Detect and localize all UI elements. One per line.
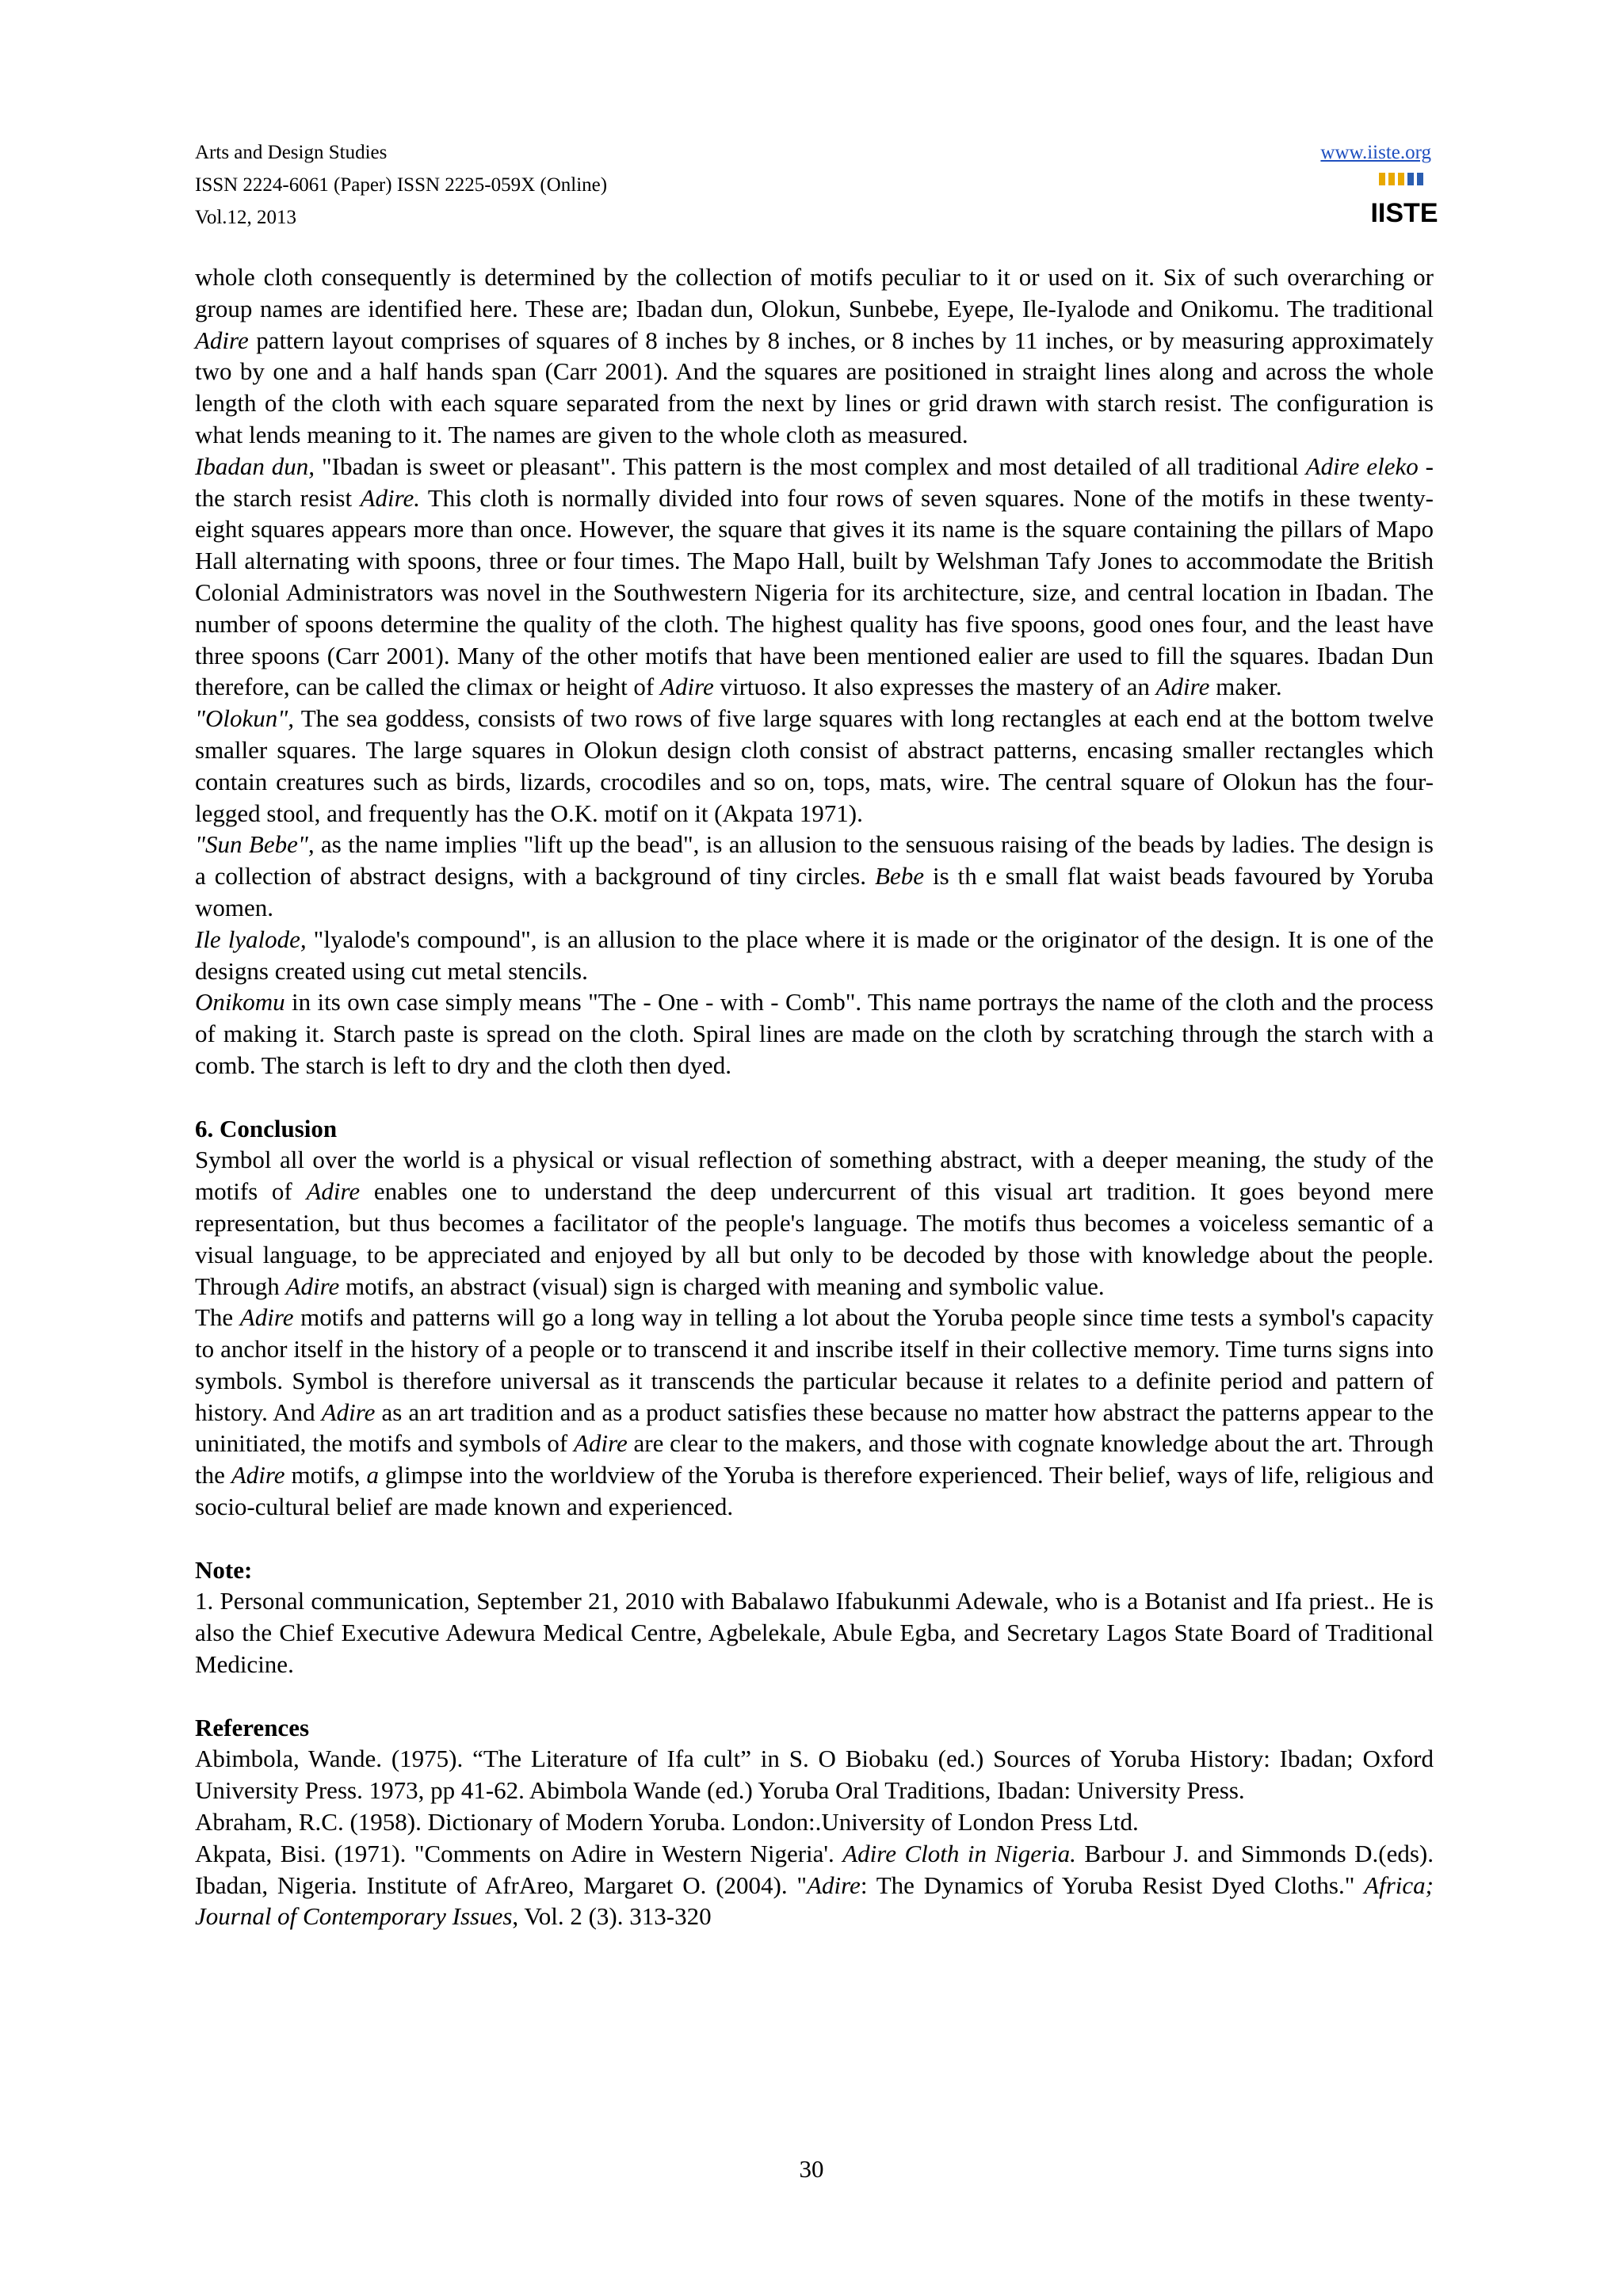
journal-title: Arts and Design Studies bbox=[195, 142, 388, 163]
issn-line: ISSN 2224-6061 (Paper) ISSN 2225-059X (Online) bbox=[195, 174, 608, 196]
page-number: 30 bbox=[799, 2155, 824, 2183]
reference-item: Akpata, Bisi. (1971). "Comments on Adire in Western Nigeria'. Adire Cloth in Nigeria. Barbour J. and Simmonds D.(eds). Ibadan, Nigeria. Institute of AfrAreo, Margaret O. (2004). "Adire: The Dynamics of Yoruba Resist Dyed Cloths." Africa; Journal of Contemporary Issues, Vol. 2 (3). 313-320 bbox=[195, 1839, 1434, 1931]
iiste-logo bbox=[1370, 171, 1438, 228]
olokun-paragraph: "Olokun", The sea goddess, consists of two rows of five large squares with long rectangles at each end at the bottom twelve smaller squares. The large squares in Olokun design cloth consist of abstract patterns, encasing smaller rectangles which contain creatures such as birds, lizards, crocodiles and so on, tops, mats, wire. The central square of Olokun has the four-legged stool, and frequently has the O.K. motif on it (Akpata 1971). bbox=[195, 704, 1434, 827]
body-paragraph-1: whole cloth consequently is determined by the collection of motifs peculiar to it or used on it. Six of such overarching or group names are identified here. These are; Ibadan dun, Olokun, Sunbebe, Eyepe, Ile-Iyalode and Onikomu. The traditional Adire pattern layout comprises of squares of 8 inches by 8 inches, or 8 inches by 11 inches, or by measuring approximately two by one and a half hands span (Carr 2001). And the squares are positioned in straight lines along and across the whole length of the cloth with each square separated from the next by lines or grid drawn with starch resist. The configuration is what lends meaning to it. The names are given to the whole cloth as measured. bbox=[195, 263, 1434, 448]
volume-line: Vol.12, 2013 bbox=[195, 207, 297, 228]
reference-item: Abraham, R.C. (1958). Dictionary of Modern Yoruba. London:.University of London Press Ltd. bbox=[195, 1808, 1139, 1836]
page-content bbox=[195, 261, 1434, 1932]
conclusion-paragraph-1: Symbol all over the world is a physical or visual reflection of something abstract, with a deeper meaning, the study of the motifs of Adire enables one to understand the deep undercurrent of this visual art tradition. It goes beyond mere representation, but thus becomes a facilitator of the people's language. The motifs thus becomes a voiceless semantic of a visual language, to be appreciated and enjoyed by all but only to be decoded by those with knowledge about the people. Through Adire motifs, an abstract (visual) sign is charged with meaning and symbolic value. bbox=[195, 1146, 1434, 1300]
conclusion-heading: 6. Conclusion bbox=[195, 1114, 338, 1142]
sun-bebe-paragraph: "Sun Bebe", as the name implies "lift up the bead", is an allusion to the sensuous raising of the beads by ladies. The design is a collection of abstract designs, with a background of tiny circles. Bebe is th e small flat waist beads favoured by Yoruba women. bbox=[195, 830, 1434, 921]
page-header bbox=[195, 136, 1438, 231]
onikomu-paragraph: Onikomu in its own case simply means "The - One - with - Comb". This name portrays the name of the cloth and the process of making it. Starch paste is spread on the cloth. Spiral lines are made on the cloth by scratching through the starch with a comb. The starch is left to dry and the cloth then dyed. bbox=[195, 988, 1434, 1079]
svg-text:IISTE: IISTE bbox=[1370, 198, 1438, 228]
conclusion-paragraph-2: The Adire motifs and patterns will go a long way in telling a lot about the Yoruba people since time tests a symbol's capacity to anchor itself in the history of a people or to transcend it and inscribe itself in their collective memory. Time turns signs into symbols. Symbol is therefore universal as it transcends the particular because it relates to a definite period and pattern of history. And Adire as an art tradition and as a product satisfies these because no matter how abstract the patterns appear to the uninitiated, the motifs and symbols of Adire are clear to the makers, and those with cognate knowledge about the art. Through the Adire motifs, a glimpse into the worldview of the Yoruba is therefore experienced. Their belief, ways of life, religious and socio-cultural belief are made known and experienced. bbox=[195, 1303, 1434, 1521]
ile-iyalode-paragraph: Ile lyalode, "lyalode's compound", is an allusion to the place where it is made or the originator of the design. It is one of the designs created using cut metal stencils. bbox=[195, 925, 1434, 985]
ibadan-dun-paragraph: Ibadan dun, "Ibadan is sweet or pleasant". This pattern is the most complex and most detailed of all traditional Adire eleko - the starch resist Adire. This cloth is normally divided into four rows of seven squares. None of the motifs in these twenty-eight squares appears more than once. However, the square that gives it its name is the square containing the pillars of Mapo Hall alternating with spoons, three or four times. The Mapo Hall, built by Welshman Tafy Jones to accommodate the British Colonial Administrators was novel in the Southwestern Nigeria for its architecture, size, and central location in Ibadan. The number of spoons determine the quality of the cloth. The highest quality has five spoons, good ones four, and the least have three spoons (Carr 2001). Many of the other motifs that have been mentioned ealier are used to fill the squares. Ibadan Dun therefore, can be called the climax or height of Adire virtuoso. It also expresses the mastery of an Adire maker. bbox=[195, 452, 1434, 701]
journal-url-link[interactable]: www.iiste.org bbox=[1320, 142, 1431, 163]
note-text: 1. Personal communication, September 21, 2010 with Babalawo Ifabukunmi Adewale, who is a Botanist and Ifa priest.. He is also the Chief Executive Adewura Medical Centre, Agbelekale, Abule Egba, and Secretary Lagos State Board of Traditional Medicine. bbox=[195, 1587, 1434, 1679]
note-heading: Note: bbox=[195, 1555, 253, 1584]
reference-item: Abimbola, Wande. (1975). “The Literature of Ifa cult” in S. O Biobaku (ed.) Sources of Yoruba History: Ibadan; Oxford University Press. 1973, pp 41-62. Abimbola Wande (ed.) Yoruba Oral Traditions, Ibadan: University Press. bbox=[195, 1745, 1434, 1805]
references-heading: References bbox=[195, 1713, 310, 1741]
